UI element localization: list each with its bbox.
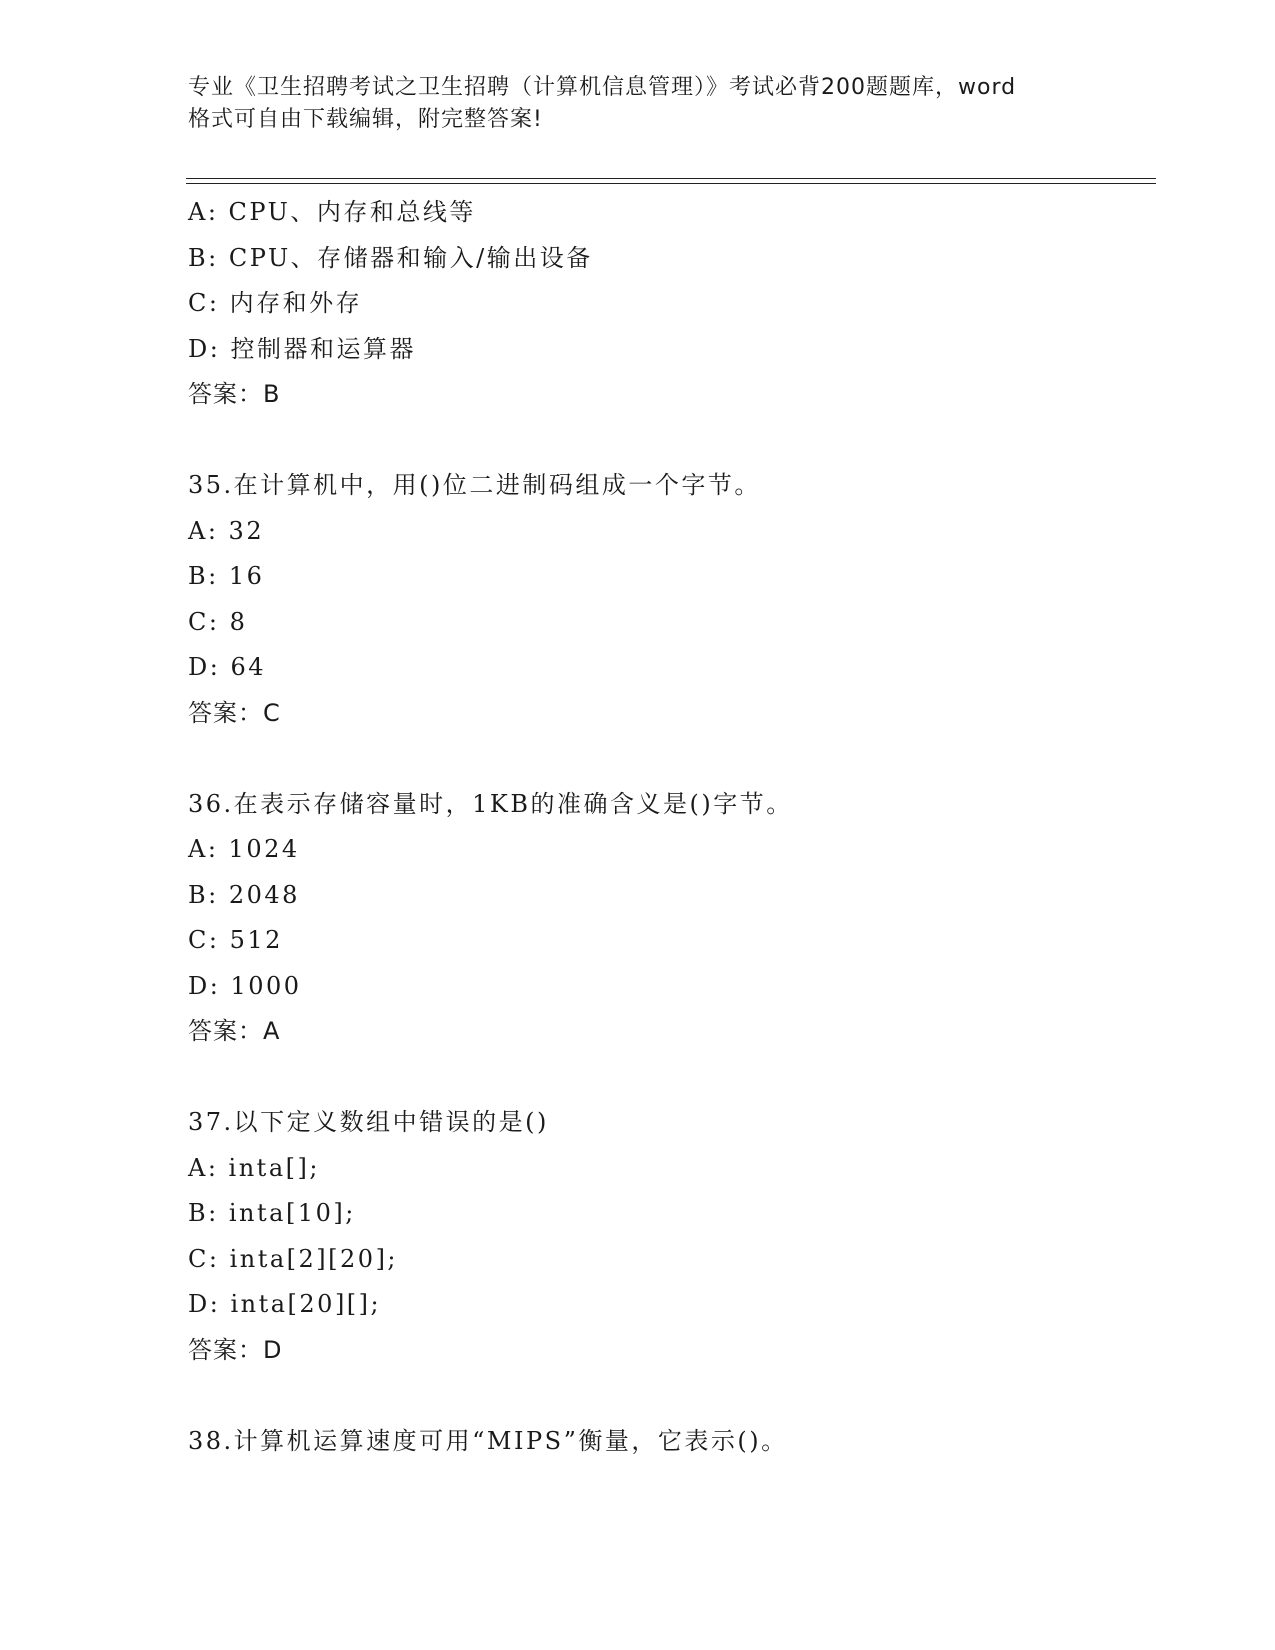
question-list <box>188 190 1148 1464</box>
option-b: B: 16 <box>188 562 265 590</box>
option-d: D: inta[20][]; <box>188 1290 382 1318</box>
header-line-2: 格式可自由下载编辑，附完整答案! <box>188 107 543 132</box>
spacer <box>188 418 1148 464</box>
answer: 答案：A <box>188 1017 281 1045</box>
question-37 <box>188 1100 1148 1373</box>
option-b: B: 2048 <box>188 880 300 909</box>
header-line-1: 专业《卫生招聘考试之卫生招聘（计算机信息管理）》考试必背200题题库，word <box>188 75 1017 100</box>
question-36 <box>188 782 1148 1055</box>
answer: 答案：C <box>188 698 281 727</box>
option-c: C: 8 <box>188 607 248 636</box>
answer: 答案：D <box>188 1335 283 1364</box>
spacer <box>188 736 1148 782</box>
question-text: 37.以下定义数组中错误的是() <box>188 1108 549 1136</box>
option-b: B: CPU、存储器和输入/输出设备 <box>188 243 593 272</box>
option-a: A: inta[]; <box>188 1153 320 1182</box>
option-a: A: CPU、内存和总线等 <box>188 198 476 226</box>
header-divider-bottom <box>186 183 1156 184</box>
header-divider-top <box>186 178 1156 179</box>
question-34 <box>188 190 1148 418</box>
question-35 <box>188 463 1148 736</box>
option-c: C: inta[2][20]; <box>188 1244 399 1273</box>
question-text: 35.在计算机中，用()位二进制码组成一个字节。 <box>188 471 761 499</box>
option-c: C: 内存和外存 <box>188 289 363 317</box>
document-header <box>188 72 1118 136</box>
option-a: A: 32 <box>188 516 265 545</box>
question-text: 38.计算机运算速度可用“MIPS”衡量，它表示()。 <box>188 1426 788 1455</box>
option-d: D: 1000 <box>188 971 302 1000</box>
option-c: C: 512 <box>188 926 283 954</box>
option-d: D: 64 <box>188 653 266 681</box>
option-d: D: 控制器和运算器 <box>188 334 416 363</box>
question-text: 36.在表示存储容量时，1KB的准确含义是()字节。 <box>188 789 793 818</box>
question-38 <box>188 1419 1148 1465</box>
answer: 答案：B <box>188 380 281 408</box>
option-b: B: inta[10]; <box>188 1199 356 1227</box>
spacer <box>188 1055 1148 1101</box>
option-a: A: 1024 <box>188 835 300 863</box>
spacer <box>188 1373 1148 1419</box>
